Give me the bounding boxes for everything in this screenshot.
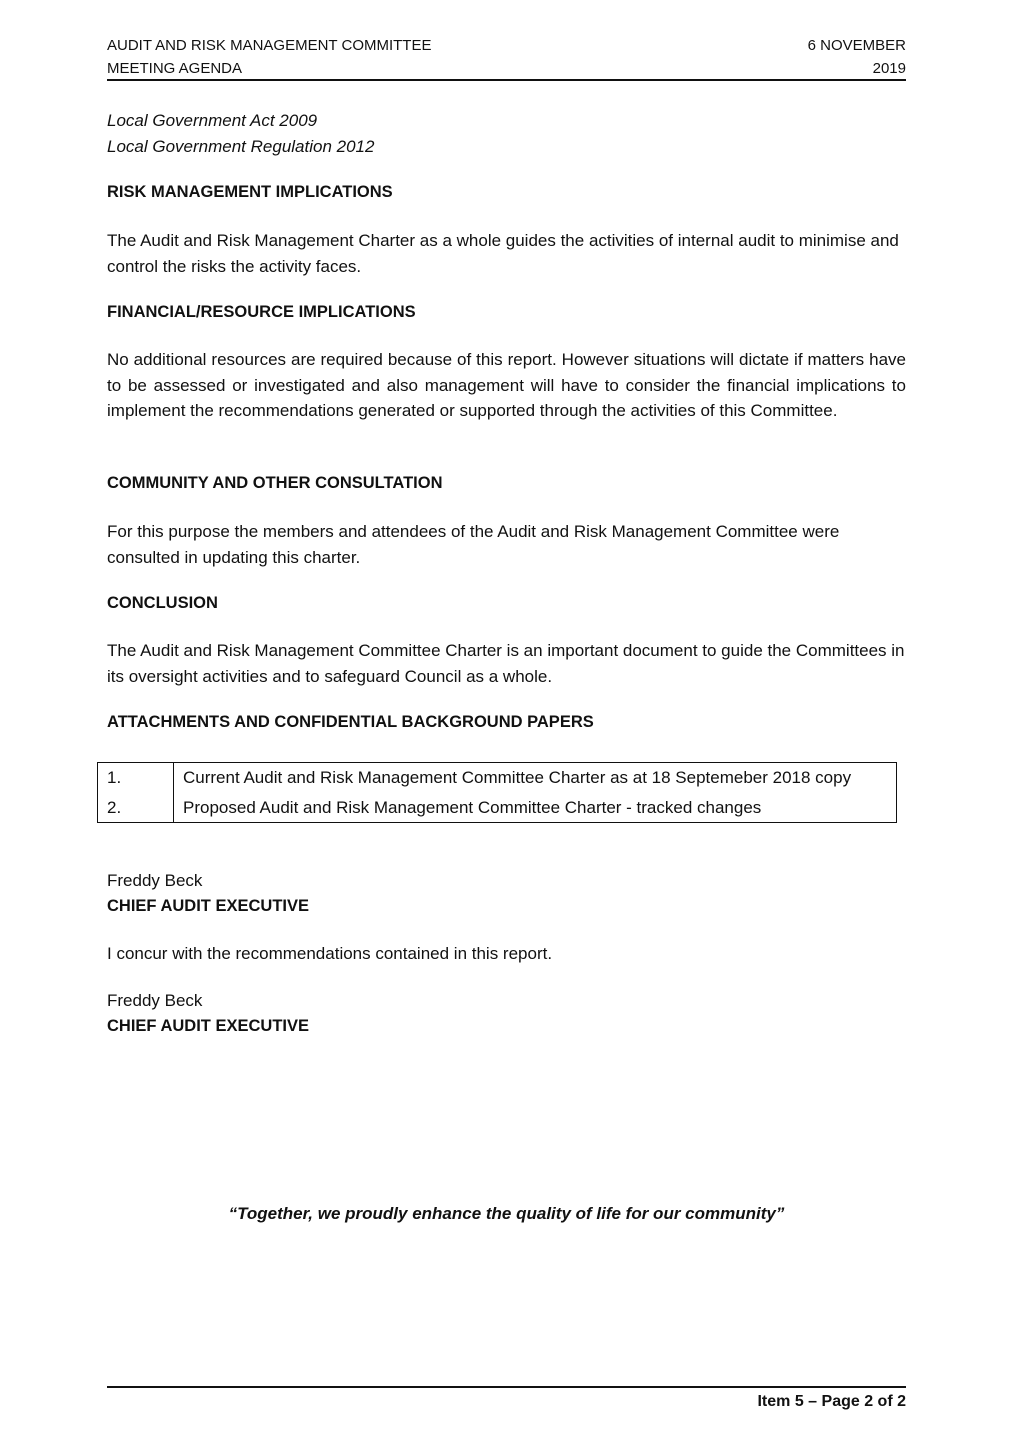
signatory-name: Freddy Beck <box>107 991 203 1010</box>
header-right <box>808 34 906 80</box>
community-heading: COMMUNITY AND OTHER CONSULTATION <box>107 474 443 492</box>
attachments-heading: ATTACHMENTS AND CONFIDENTIAL BACKGROUND PAPERS <box>107 713 594 731</box>
financial-heading: FINANCIAL/RESOURCE IMPLICATIONS <box>107 303 416 321</box>
meeting-year: 2019 <box>872 60 906 77</box>
legislation-list <box>107 108 906 159</box>
attachment-title: Proposed Audit and Risk Management Committee Charter - tracked changes <box>183 797 762 817</box>
signatory-name: Freddy Beck <box>107 871 203 890</box>
signoff-block <box>107 988 906 1039</box>
committee-name: AUDIT AND RISK MANAGEMENT COMMITTEE <box>107 37 432 54</box>
table-row <box>98 763 897 793</box>
council-motto: “Together, we proudly enhance the quality of life for our community” <box>228 1204 785 1223</box>
attachments-table <box>97 762 897 823</box>
risk-text: The Audit and Risk Management Charter as a whole guides the activities of internal audit to minimise and control the risks the activity faces. <box>107 231 899 276</box>
community-text: For this purpose the members and attendees of the Audit and Risk Management Committee were consulted in updating this charter. <box>107 522 840 567</box>
conclusion-text: The Audit and Risk Management Committee Charter is an important document to guide the Committees in its oversight activities and to safeguard Council as a whole. <box>107 641 905 686</box>
signoff-block <box>107 868 906 919</box>
concur-statement: I concur with the recommendations contained in this report. <box>107 944 553 963</box>
header-divider <box>107 79 906 81</box>
signatory-title: CHIEF AUDIT EXECUTIVE <box>107 1016 309 1035</box>
legislation-item: Local Government Regulation 2012 <box>107 136 375 156</box>
table-row <box>98 793 897 823</box>
conclusion-heading: CONCLUSION <box>107 594 218 612</box>
attachment-number: 1. <box>98 763 174 793</box>
financial-text: No additional resources are required because of this report. However situations will dictate if matters have to be assessed or investigated and also management will have to consider the financial implications to implement the recommendations generated or supported through the activities of this Committee. <box>107 350 906 420</box>
agenda-label: MEETING AGENDA <box>107 60 243 77</box>
meeting-date: 6 NOVEMBER <box>807 37 906 54</box>
signatory-title: CHIEF AUDIT EXECUTIVE <box>107 896 309 915</box>
legislation-item: Local Government Act 2009 <box>107 111 318 130</box>
header-left <box>107 34 431 80</box>
page-number: Item 5 – Page 2 of 2 <box>757 1393 906 1410</box>
footer-divider <box>107 1386 906 1388</box>
attachment-number: 2. <box>98 793 174 823</box>
attachment-title: Current Audit and Risk Management Committee Charter as at 18 Septemeber 2018 copy <box>183 768 852 787</box>
risk-heading: RISK MANAGEMENT IMPLICATIONS <box>107 183 393 201</box>
